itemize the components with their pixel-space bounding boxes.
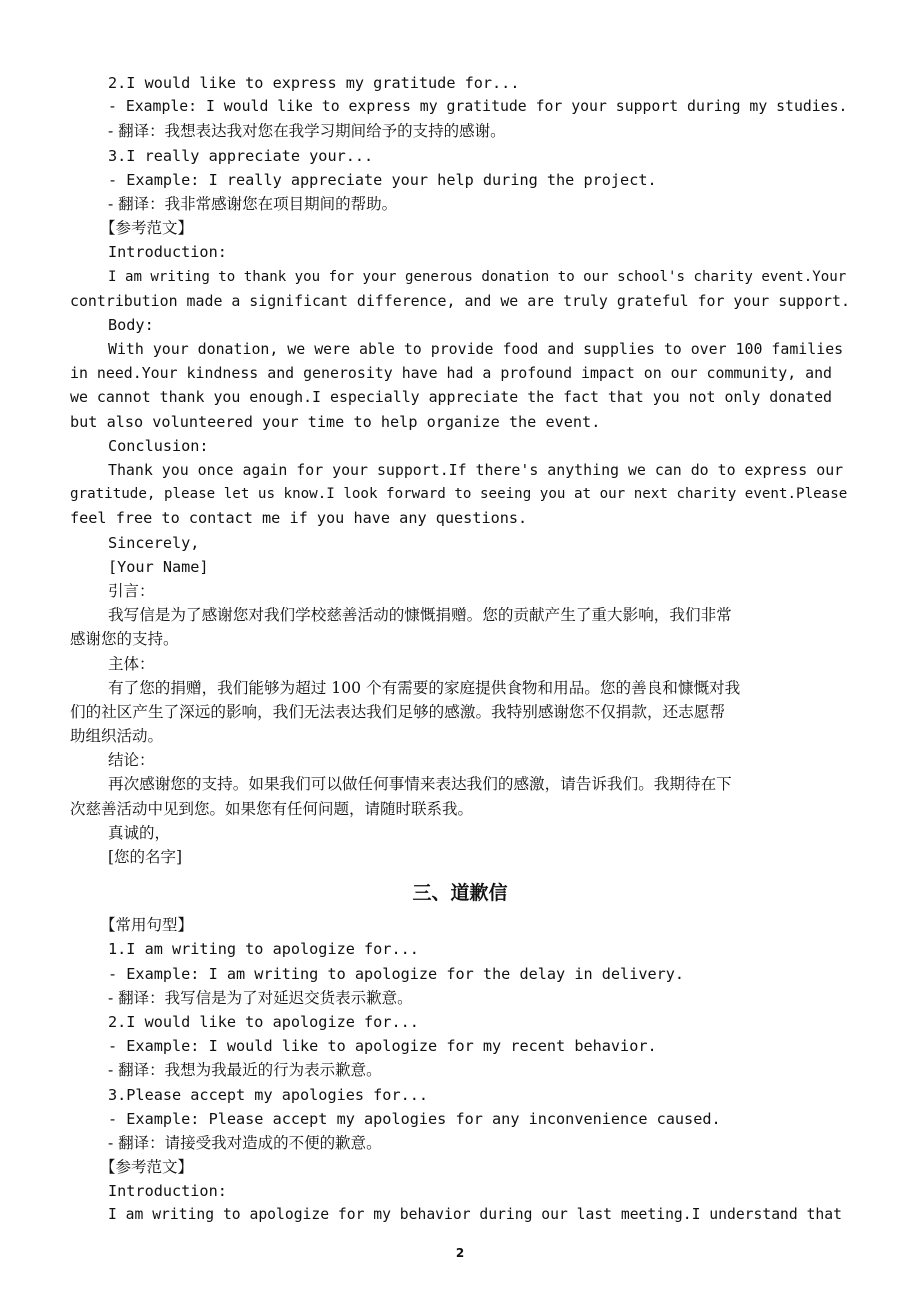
zh-body-label: 主体： xyxy=(108,654,155,673)
common-phrases-label: 【常用句型】 xyxy=(100,916,194,935)
body-label: Body: xyxy=(108,315,154,334)
body-line-2: in need.Your kindness and generosity have had a profound impact on our community, and xyxy=(70,364,833,383)
section-heading-apology: 三、道歉信 xyxy=(412,882,508,905)
conclusion-line-1: Thank you once again for your support.If there's anything we can do to express our xyxy=(108,461,844,479)
apology-intro-label: Introduction: xyxy=(108,1182,227,1201)
apology-phrase-2: 2.I would like to apologize for... xyxy=(108,1012,419,1031)
document-page xyxy=(70,71,850,1228)
phrase-3-translation: - 翻译：我非常感谢您在项目期间的帮助。 xyxy=(108,194,398,213)
apology-phrase-2-example: - Example: I would like to apologize for my recent behavior. xyxy=(108,1037,657,1056)
conclusion-line-3: feel free to contact me if you have any questions. xyxy=(70,509,528,528)
signoff: Sincerely, xyxy=(108,533,200,552)
sample-essay-label: 【参考范文】 xyxy=(100,219,194,238)
zh-body-line-1: 有了您的捐赠，我们能够为超过 100 个有需要的家庭提供食物和用品。您的善良和慷慨对我 xyxy=(108,678,741,697)
intro-line-2: contribution made a significant difference, and we are truly grateful for your support. xyxy=(70,291,850,310)
apology-phrase-1: 1.I am writing to apologize for... xyxy=(108,940,419,959)
apology-phrase-1-translation: - 翻译：我写信是为了对延迟交货表示歉意。 xyxy=(108,988,413,1007)
zh-intro-line-2: 感谢您的支持。 xyxy=(70,630,179,649)
body-line-4: but also volunteered your time to help organize the event. xyxy=(70,412,601,431)
zh-body-line-3: 助组织活动。 xyxy=(70,727,164,746)
body-line-3: we cannot thank you enough.I especially appreciate the fact that you not only donated xyxy=(70,388,833,407)
phrase-2-example: - Example: I would like to express my gratitude for your support during my studies. xyxy=(108,98,848,116)
page-number: 2 xyxy=(455,1246,465,1260)
zh-conclusion-label: 结论： xyxy=(108,751,155,770)
zh-conclusion-line-1: 再次感谢您的支持。如果我们可以做任何事情来表达我们的感激，请告诉我们。我期待在下 xyxy=(108,775,732,794)
intro-line-1: I am writing to thank you for your generous donation to our school's charity event.Your xyxy=(108,268,847,285)
apology-phrase-3-translation: - 翻译：请接受我对造成的不便的歉意。 xyxy=(108,1133,382,1152)
conclusion-label: Conclusion: xyxy=(108,436,209,455)
zh-body-line-2: 们的社区产生了深远的影响，我们无法表达我们足够的感激。我特别感谢您不仅捐款，还志愿帮 xyxy=(70,702,725,721)
apology-phrase-3: 3.Please accept my apologies for... xyxy=(108,1085,429,1104)
zh-intro-line-1: 我写信是为了感谢您对我们学校慈善活动的慷慨捐赠。您的贡献产生了重大影响，我们非常 xyxy=(108,606,732,625)
phrase-2: 2.I would like to express my gratitude for... xyxy=(108,74,520,92)
apology-sample-essay-label: 【参考范文】 xyxy=(100,1158,194,1177)
phrase-3-example: - Example: I really appreciate your help during the project. xyxy=(108,170,657,189)
body-line-1: With your donation, we were able to provide food and supplies to over 100 families xyxy=(108,340,844,359)
phrase-3: 3.I really appreciate your... xyxy=(108,146,374,165)
phrase-2-translation: - 翻译：我想表达我对您在我学习期间给予的支持的感谢。 xyxy=(108,122,506,141)
zh-conclusion-line-2: 次慈善活动中见到您。如果您有任何问题，请随时联系我。 xyxy=(70,799,474,818)
conclusion-line-2: gratitude, please let us know.I look forward to seeing you at our next charity event.Please xyxy=(70,486,848,503)
apology-phrase-3-example: - Example: Please accept my apologies for any inconvenience caused. xyxy=(108,1109,721,1128)
zh-intro-label: 引言： xyxy=(108,581,155,600)
apology-phrase-1-example: - Example: I am writing to apologize for the delay in delivery. xyxy=(108,964,685,983)
apology-phrase-2-translation: - 翻译：我想为我最近的行为表示歉意。 xyxy=(108,1061,382,1080)
apology-intro-line-1: I am writing to apologize for my behavior during our last meeting.I understand that xyxy=(108,1206,842,1224)
zh-signoff: 真诚的， xyxy=(108,823,171,842)
zh-name-placeholder: [您的名字] xyxy=(108,848,183,866)
name-placeholder: [Your Name] xyxy=(108,557,209,576)
intro-label: Introduction: xyxy=(108,243,227,262)
